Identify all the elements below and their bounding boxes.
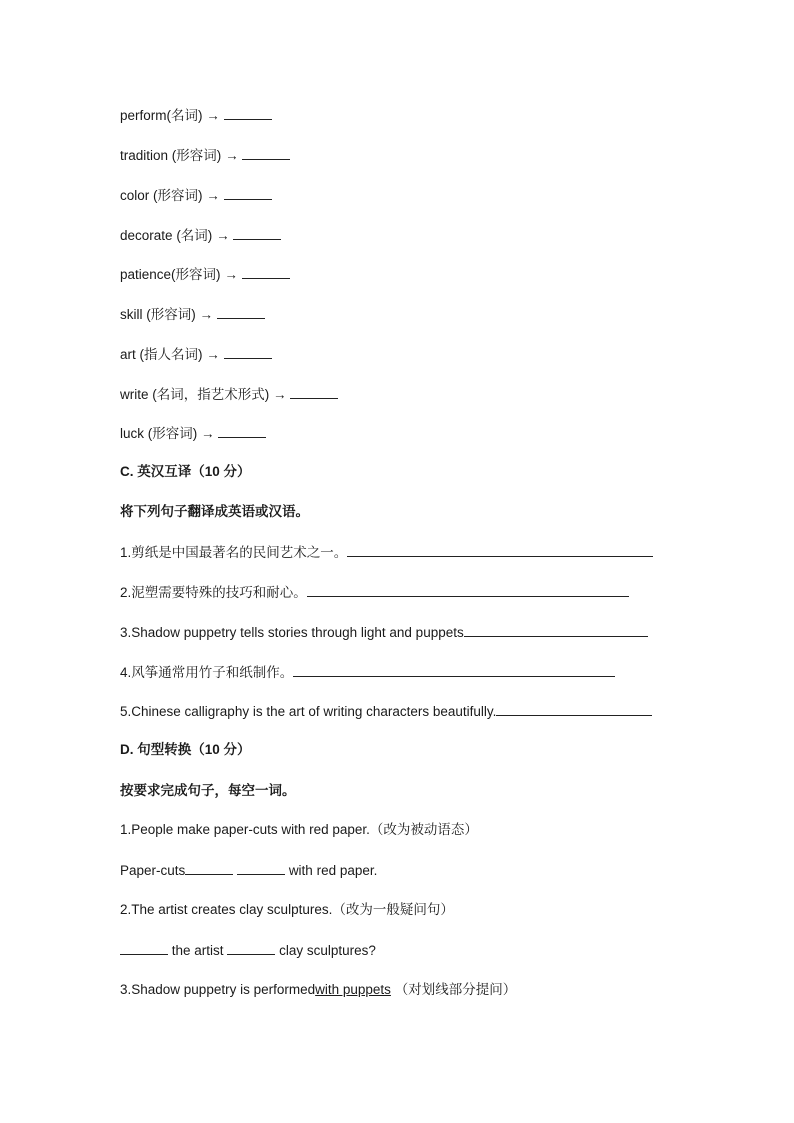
answer-prefix: Paper-cuts xyxy=(120,863,186,878)
transform-answer xyxy=(120,941,376,960)
translation-item xyxy=(120,583,629,602)
arrow: → xyxy=(206,347,220,362)
hint: (形容词) xyxy=(171,148,222,163)
hint: (形容词) xyxy=(171,267,221,282)
word: skill xyxy=(120,307,143,322)
word-form-item xyxy=(120,265,290,284)
word: tradition xyxy=(120,148,169,163)
hint: (名词) xyxy=(176,228,213,243)
arrow: → xyxy=(199,307,214,322)
word-form-item xyxy=(120,226,281,245)
answer-blank[interactable] xyxy=(464,623,648,637)
translation-text: 2.泥塑需要特殊的技巧和耐心。 xyxy=(120,585,307,600)
section-c-instruction: 将下列句子翻译成英语或汉语。 xyxy=(120,504,309,519)
arrow: → xyxy=(225,148,239,163)
hint: (指人名词) xyxy=(139,347,203,362)
section-d-heading: D. 句型转换（10 分） xyxy=(120,742,251,757)
word: art xyxy=(120,347,136,362)
answer-blank[interactable] xyxy=(496,702,652,716)
underlined-phrase: with puppets xyxy=(315,982,391,997)
answer-blank[interactable] xyxy=(242,146,290,160)
answer-blank[interactable] xyxy=(218,424,266,438)
transform-question: 1.People make paper-cuts with red paper.（改为被动语态） xyxy=(120,822,478,837)
translation-item xyxy=(120,543,653,562)
word-form-item xyxy=(120,186,272,205)
word-form-item xyxy=(120,305,265,324)
word-form-item xyxy=(120,385,338,404)
translation-item xyxy=(120,623,648,642)
translation-text: 4.风筝通常用竹子和纸制作。 xyxy=(120,665,294,680)
arrow: → xyxy=(216,228,230,243)
translation-text: 5.Chinese calligraphy is the art of writing characters beautifully. xyxy=(120,704,497,719)
transform-question: 2.The artist creates clay sculptures.（改为一般疑问句） xyxy=(120,902,454,917)
translation-item xyxy=(120,702,652,721)
question-instruction: （对划线部分提问） xyxy=(394,982,517,997)
translation-text: 1.剪纸是中国最著名的民间艺术之一。 xyxy=(120,545,348,560)
arrow: → xyxy=(273,387,287,402)
arrow: → xyxy=(201,426,215,441)
word: decorate xyxy=(120,228,173,243)
answer-blank[interactable] xyxy=(224,345,272,359)
word-form-item xyxy=(120,345,272,364)
answer-blank[interactable] xyxy=(307,583,629,597)
answer-blank[interactable] xyxy=(217,305,265,319)
section-d-instruction: 按要求完成句子，每空一词。 xyxy=(120,783,296,798)
answer-blank[interactable] xyxy=(242,265,290,279)
answer-blank[interactable] xyxy=(293,663,615,677)
word-form-item xyxy=(120,146,290,165)
answer-blank[interactable] xyxy=(237,861,285,875)
hint: (形容词) xyxy=(146,307,196,322)
hint: (形容词) xyxy=(153,188,203,203)
word-form-item xyxy=(120,424,266,443)
hint: (名词，指艺术形式) xyxy=(152,387,270,402)
transform-question xyxy=(120,981,516,999)
word-form-item xyxy=(120,106,272,125)
answer-suffix: with red paper. xyxy=(288,863,378,878)
answer-blank[interactable] xyxy=(227,941,275,955)
translation-item xyxy=(120,663,615,682)
arrow: → xyxy=(224,267,238,282)
answer-blank[interactable] xyxy=(224,186,272,200)
answer-blank[interactable] xyxy=(347,543,653,557)
word: color xyxy=(120,188,150,203)
translation-text: 3.Shadow puppetry tells stories through light and puppets xyxy=(120,625,464,640)
answer-blank[interactable] xyxy=(290,385,338,399)
hint: (名词) xyxy=(166,108,203,123)
answer-blank[interactable] xyxy=(120,941,168,955)
word: luck xyxy=(120,426,145,441)
word: perform xyxy=(120,108,167,123)
answer-mid: the artist xyxy=(171,943,224,958)
answer-blank[interactable] xyxy=(224,106,272,120)
word: patience xyxy=(120,267,172,282)
answer-blank[interactable] xyxy=(233,226,281,240)
hint: (形容词) xyxy=(147,426,198,441)
transform-answer xyxy=(120,861,377,880)
question-text: 3.Shadow puppetry is performed xyxy=(120,982,316,997)
arrow: → xyxy=(206,108,220,123)
answer-blank[interactable] xyxy=(185,861,233,875)
word: write xyxy=(120,387,149,402)
answer-suffix: clay sculptures? xyxy=(279,943,376,958)
section-c-heading: C. 英汉互译（10 分） xyxy=(120,464,251,479)
arrow: → xyxy=(206,188,220,203)
